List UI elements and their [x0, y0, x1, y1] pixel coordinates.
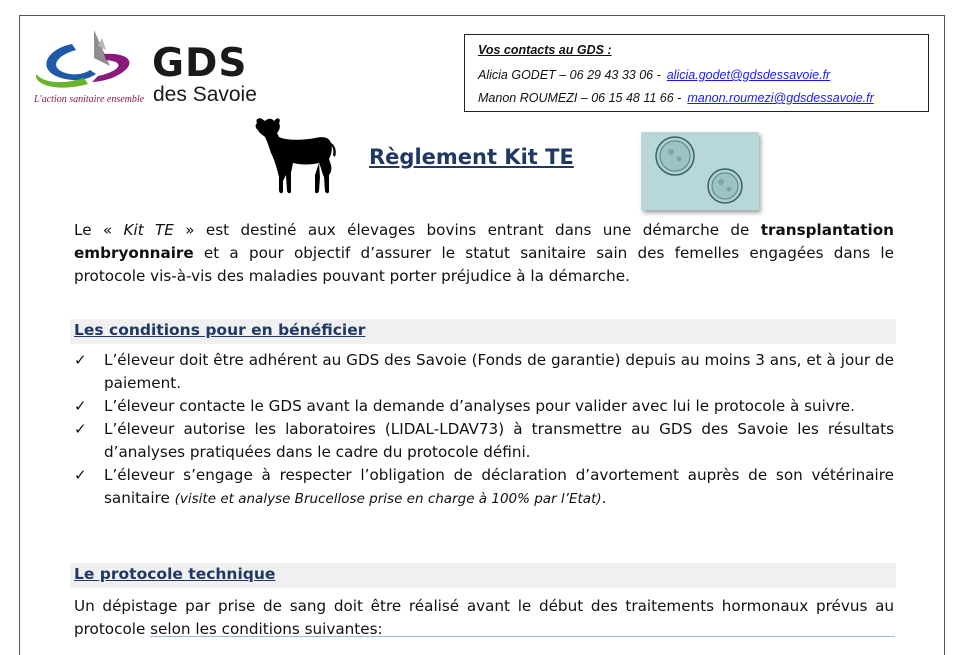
list-item [74, 464, 894, 511]
logo-brand: GDS [152, 41, 248, 86]
check-icon: ✓ [74, 397, 87, 415]
conditions-list [74, 349, 894, 511]
check-icon: ✓ [74, 351, 87, 369]
section-heading-protocol [70, 563, 896, 588]
intro-text: et a pour objectif d’assurer le statut sanitaire sain des femelles engagées dans le protocole vis-à-vis des maladies pouvant porter préjudice à la démarche. [74, 244, 894, 285]
logo-tagline: L'action sanitaire ensemble [34, 94, 145, 105]
logo-mark-icon [32, 28, 142, 96]
contacts-box [464, 34, 929, 112]
contact-name: Alicia GODET – 06 29 43 33 06 - [478, 68, 661, 82]
list-item-text: L’éleveur doit être adhérent au GDS des Savoie (Fonds de garantie) depuis au moins 3 ans, et à jour de paiement. [104, 351, 894, 392]
section-heading-text: Le protocole technique [74, 565, 276, 583]
intro-bold: transplantation embryonnaire [74, 221, 894, 262]
list-item-note: (visite et analyse Brucellose prise en charge à 100% par l’Etat) [174, 491, 602, 507]
contact-email-link[interactable]: alicia.godet@gdsdessavoie.fr [666, 68, 831, 82]
calf-silhouette-icon [249, 115, 349, 197]
section-heading-text: Les conditions pour en bénéficier [74, 321, 366, 339]
list-item-text: L’éleveur contacte le GDS avant la demande d’analyses pour valider avec lui le protocole à suivre. [104, 397, 855, 415]
contact-row [478, 87, 928, 110]
logo-subtitle: des Savoie [153, 83, 257, 106]
list-item-end: . [601, 489, 607, 507]
gds-logo [32, 28, 262, 108]
list-item-text: L’éleveur s’engage à respecter l’obligation de déclaration d’avortement auprès de son vétérinaire sanitaire [104, 466, 894, 507]
contact-row [478, 64, 928, 87]
intro-text: Le « [74, 221, 124, 239]
intro-text: » est destiné aux élevages bovins entrant dans une démarche de [173, 221, 761, 239]
page-title: Règlement Kit TE [369, 145, 574, 169]
intro-paragraph [74, 219, 894, 288]
list-item [74, 395, 894, 418]
list-item [74, 349, 894, 395]
protocol-paragraph: Un dépistage par prise de sang doit être réalisé avant le début des traitements hormonaux prévus au protocole selon les conditions suivantes: [74, 597, 894, 638]
contact-name: Manon ROUMEZI – 06 15 48 11 66 - [478, 91, 682, 105]
contact-email-link[interactable]: manon.roumezi@gdsdessavoie.fr [687, 91, 874, 105]
check-icon: ✓ [74, 420, 87, 438]
section-heading-conditions [70, 319, 896, 344]
list-item [74, 418, 894, 464]
kit-name: Kit TE [123, 221, 174, 239]
list-item-text: L’éleveur autorise les laboratoires (LIDAL-LDAV73) à transmettre au GDS des Savoie les résultats d’analyses pratiquées dans le cadre du protocole défini. [104, 420, 894, 461]
contacts-title: Vos contacts au GDS : [478, 43, 612, 57]
table-top-border [150, 636, 895, 637]
embryo-micrograph-image [641, 132, 759, 210]
check-icon: ✓ [74, 466, 87, 484]
